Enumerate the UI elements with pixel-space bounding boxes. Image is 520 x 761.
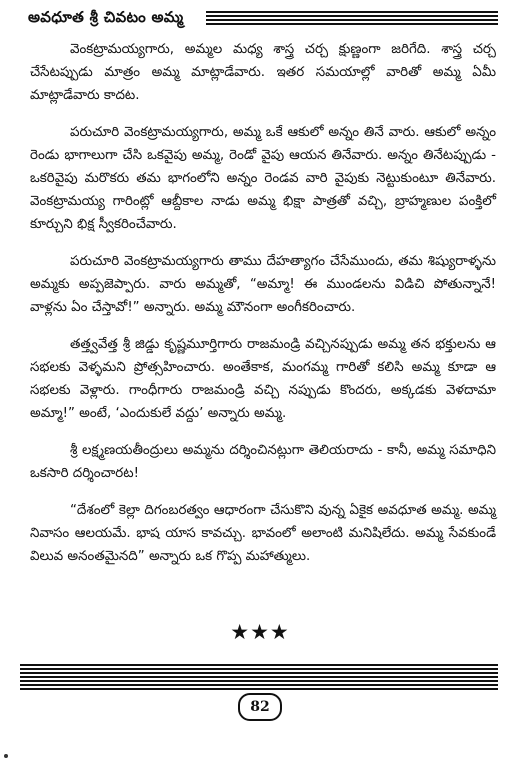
paragraph-6: “దేశంలో కెల్లా దిగంబరత్వం ఆధారంగా చేసుకొని వున్న ఏకైక అవధూత అమ్మ. అమ్మ నివాసం ఆలయమే. భాష యాస కావచ్చు. భావంలో అలాంటి మనిషిలేదు. అమ్మ సేవకుండే విలువ అనంతమైనది” అన్నారు ఒక గొప్ప మహాత్ములు. xyxy=(30,503,496,564)
book-title: అవధూత శ్రీ చివటం అమ్మ xyxy=(28,8,184,26)
footer-rule-lines xyxy=(20,664,498,692)
paragraph-1: వెంకట్రామయ్యగారు, అమ్మల మధ్య శాస్త్ర చర్చ క్షుణ్ణంగా జరిగేది. శాస్త్ర చర్చ చేసేటప్పుడు మాత్రం అమ్మ మాట్లాడేవారు. ఇతర సమయాల్లో వారితో అమ్మ ఏమీ మాట్లాడేవారు కాదట. xyxy=(30,42,496,103)
page-body xyxy=(30,38,496,582)
header-rule-lines xyxy=(206,11,498,27)
page-number: 82 xyxy=(238,693,282,721)
margin-dot xyxy=(4,754,8,758)
page-header xyxy=(28,6,498,36)
paragraph-2: పరుచూరి వెంకట్రామయ్యగారు, అమ్మ ఒకే ఆకులో అన్నం తినే వారు. ఆకులో అన్నం రెండు భాగాలుగా చేసి ఒకవైపు అమ్మ, రెండో వైపు ఆయన తినేవారు. అన్నం తినేటప్పుడు - ఒకరివైపు మరొకరు తమ భాగంలోని అన్నం రెండవ వారి వైపుకు నెట్టుకుంటూ తినేవారు. వెంకట్రామయ్య గారింట్లో ఆబ్దీకాల నాడు అమ్మ భిక్షా పాత్రతో వచ్చి, బ్రాహ్మణుల పంక్తిలో కూర్చుని భిక్ష స్వీకరించేవారు. xyxy=(30,125,496,232)
section-end-stars: ★★★ xyxy=(230,620,290,644)
paragraph-5: శ్రీ లక్ష్మణయతీంద్రులు అమ్మను దర్శించినట్లుగా తెలియరాదు - కానీ, అమ్మ సమాధిని ఒకసారి దర్శించారట! xyxy=(30,443,496,481)
paragraph-3: పరుచూరి వెంకట్రామయ్యగారు తాము దేహత్యాగం చేసేముందు, తమ శిష్యురాళ్ళను అమ్మకు అప్పజెప్పారు. వారు అమ్మతో, “అమ్మా! ఈ ముండలను విడిచి పోతున్నానే! వాళ్లను ఏం చేస్తావో!” అన్నారు. అమ్మ మౌనంగా అంగీకరించారు. xyxy=(30,254,496,315)
paragraph-4: తత్త్వవేత్త శ్రీ జిడ్డు కృష్ణమూర్తిగారు రాజమండ్రి వచ్చినప్పుడు అమ్మ తన భక్తులను ఆ సభలకు వెళ్ళమని ప్రోత్సహించారు. అంతేకాక, మంగమ్మ గారితో కలిసి అమ్మ కూడా ఆ సభలకు వెళ్లారు. గాంధీగారు రాజమండ్రి వచ్చి నప్పుడు కొందరు, అక్కడకు వెళదామా అమ్మా!” అంటే, ‘ఎందుకులే వద్దు’ అన్నారు అమ్మ. xyxy=(30,337,496,421)
